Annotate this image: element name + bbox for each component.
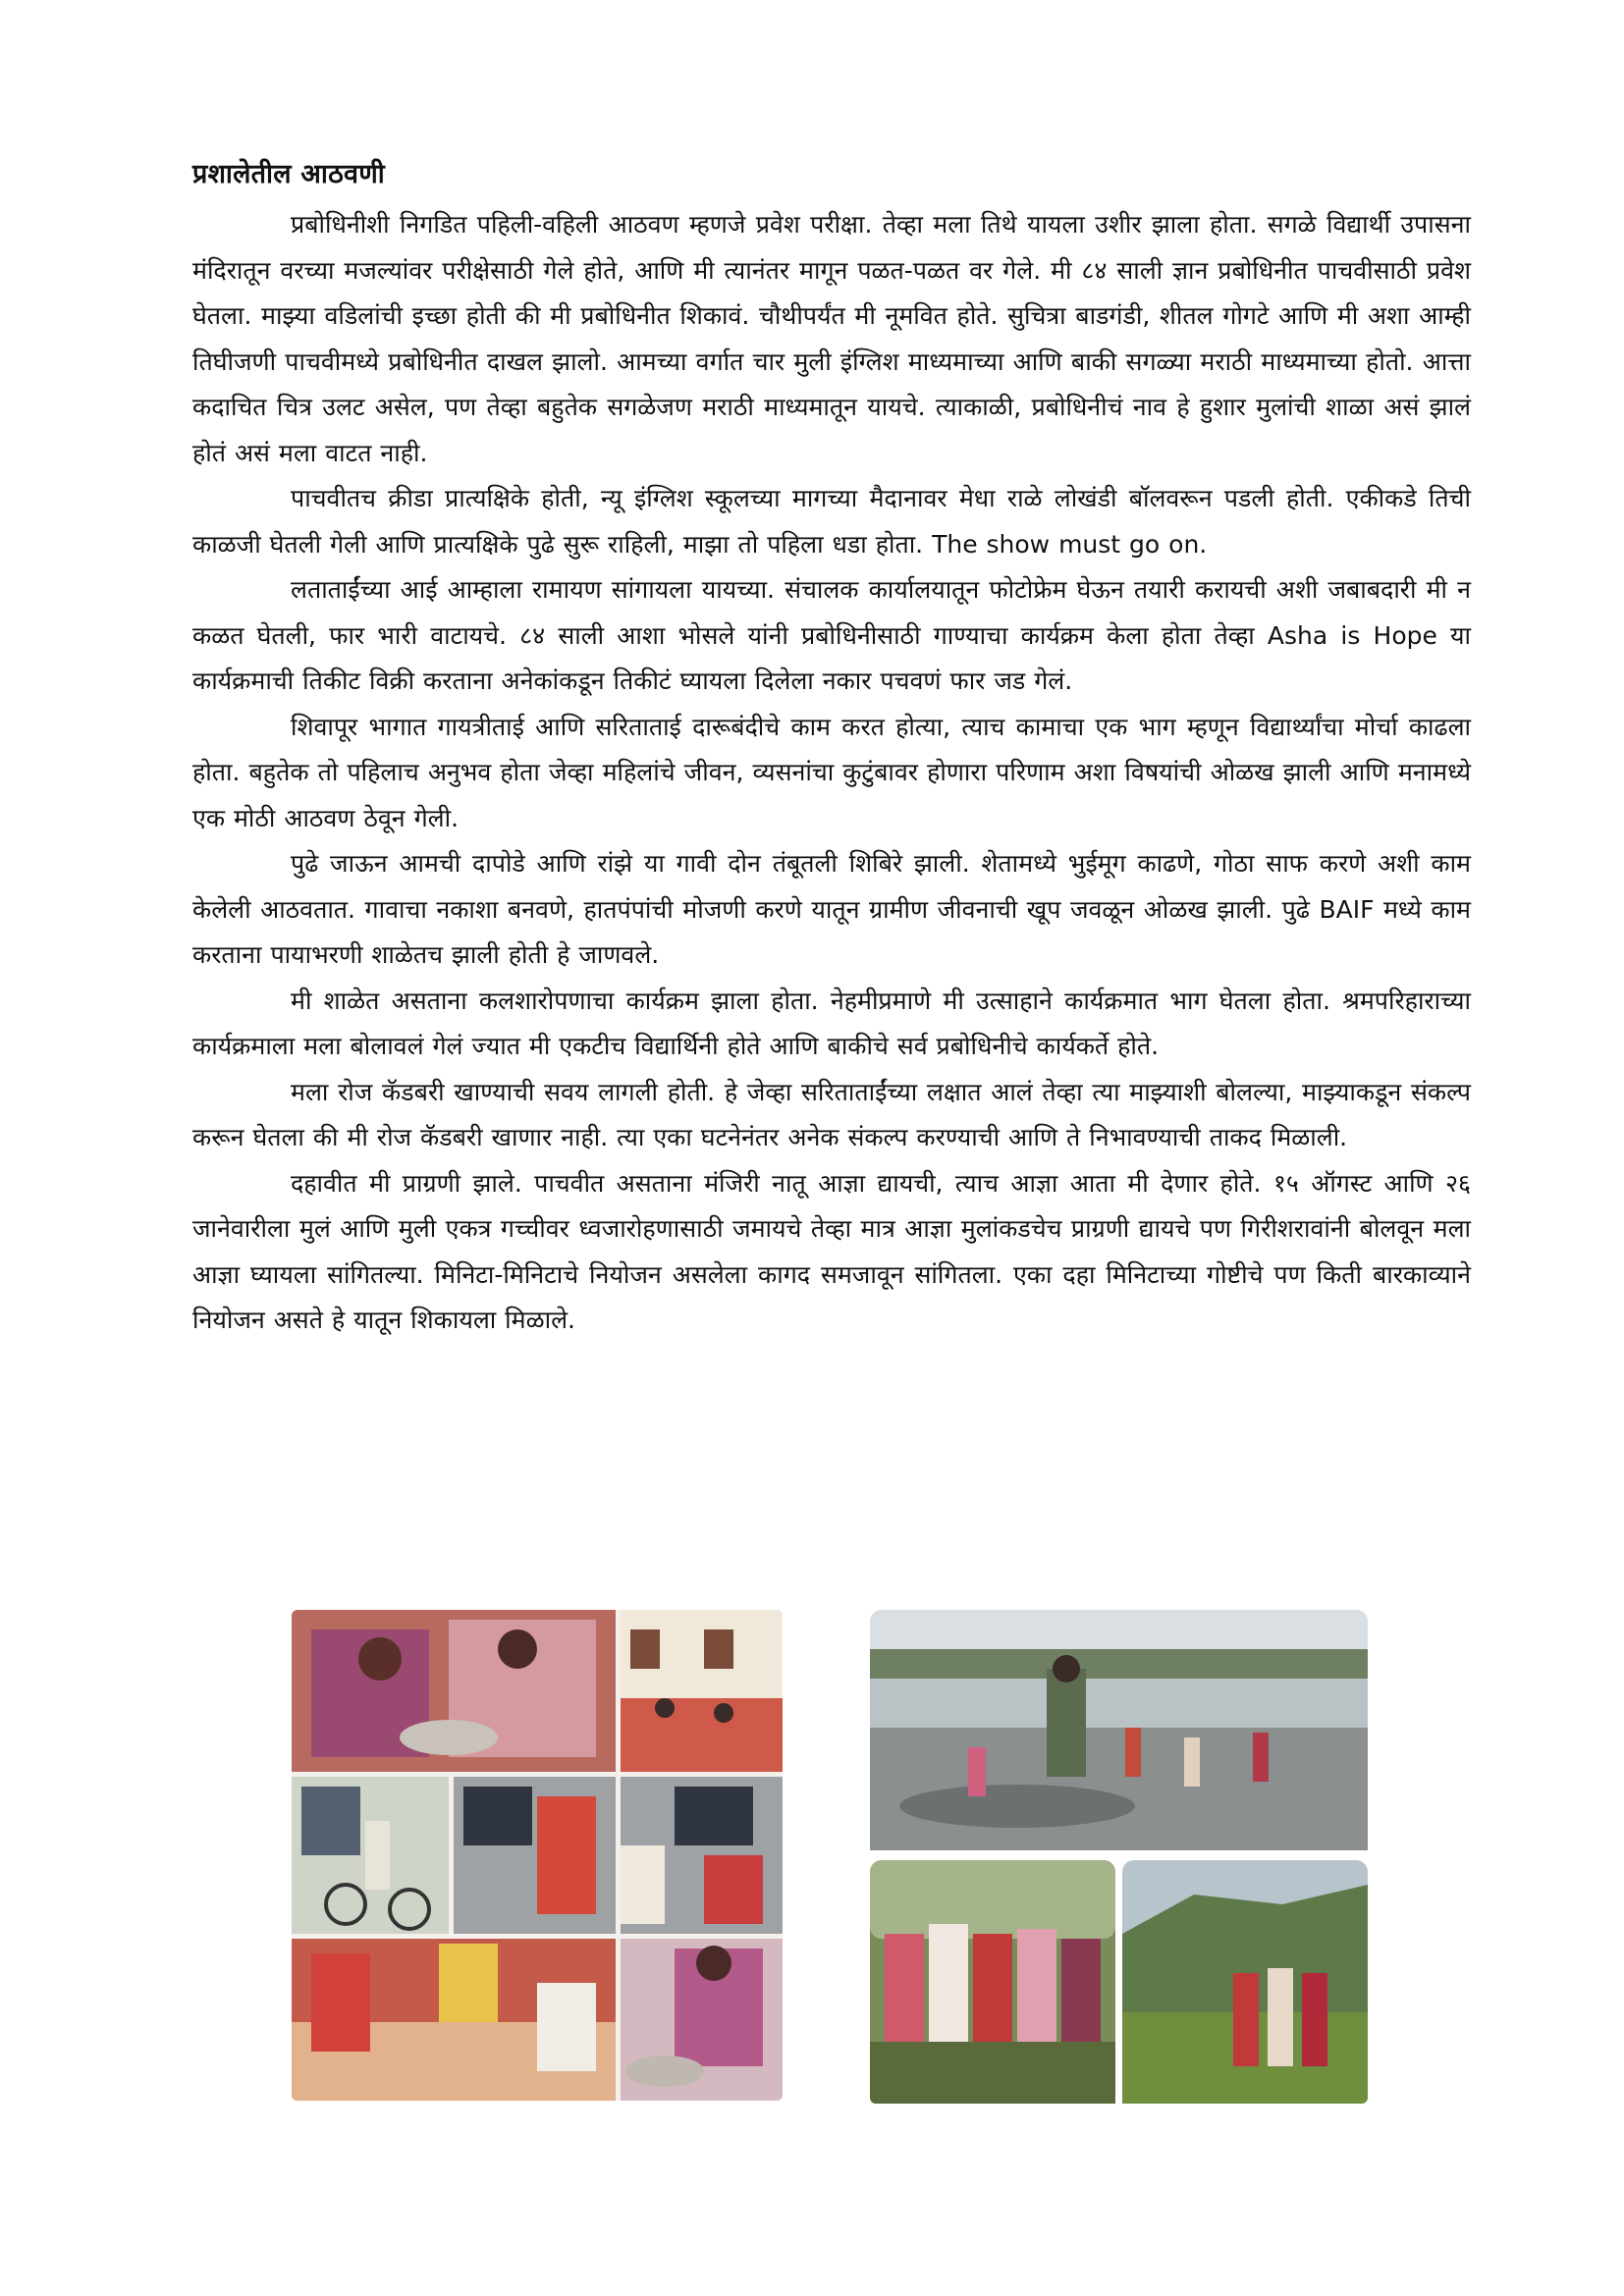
- left-collage-graphic: [292, 1610, 783, 2101]
- right-photo-collage: [870, 1610, 1368, 2104]
- paragraph-7: मला रोज कॅडबरी खाण्याची सवय लागली होती. हे जेव्हा सरिताताईंच्या लक्षात आलं तेव्हा त्या माझ्याशी बोलल्या, माझ्याकडून संकल्प करून घेतला की मी रोज कॅडबरी खाणार नाही. त्या एका घटनेनंतर अनेक संकल्प करण्याची आणि ते निभावण्याची ताकद मिळाली.: [192, 1077, 1471, 1151]
- paragraph-3: लताताईंच्या आई आम्हाला रामायण सांगायला यायच्या. संचालक कार्यालयातून फोटोफ्रेम घेऊन तयारी करायची अशी जबाबदारी मी न कळत घेतली, फार भारी वाटायचे. ८४ साली आशा भोसले यांनी प्रबोधिनीसाठी गाण्याचा कार्यक्रम केला होता तेव्हा Asha is Hope या कार्यक्रमाची तिकीट विक्री करताना अनेकांकडून तिकीटं घ्यायला दिलेला नकार पचवणं फार जड गेलं.: [192, 575, 1471, 695]
- paragraph-2: पाचवीतच क्रीडा प्रात्यक्षिके होती, न्यू इंग्लिश स्कूलच्या मागच्या मैदानावर मेधा राळे लोखंडी बॉलवरून पडली होती. एकीकडे तिची काळजी घेतली गेली आणि प्रात्यक्षिके पुढे सुरू राहिली, माझा तो पहिला धडा होता. The show must go on.: [192, 484, 1471, 559]
- left-photo-collage: [292, 1610, 783, 2101]
- paragraph-6: मी शाळेत असताना कलशारोपणाचा कार्यक्रम झाला होता. नेहमीप्रमाणे मी उत्साहाने कार्यक्रमात भाग घेतला होता. श्रमपरिहाराच्या कार्यक्रमाला मला बोलावलं गेलं ज्यात मी एकटीच विद्यार्थिनी होते आणि बाकीचे सर्व प्रबोधिनीचे कार्यकर्ते होते.: [192, 986, 1471, 1060]
- paragraph-5: पुढे जाऊन आमची दापोडे आणि रांझे या गावी दोन तंबूतली शिबिरे झाली. शेतामध्ये भुईमूग काढणे, गोठा साफ करणे अशी काम केलेली आठवतात. गावाचा नकाशा बनवणे, हातपंपांची मोजणी करणे यातून ग्रामीण जीवनाची खूप जवळून ओळख झाली. पुढे BAIF मध्ये काम करताना पायाभरणी शाळेतच झाली होती हे जाणवले.: [192, 849, 1471, 969]
- right-collage-graphic: [870, 1610, 1368, 2104]
- paragraph-8: दहावीत मी प्राग्रणी झाले. पाचवीत असताना मंजिरी नातू आज्ञा द्यायची, त्याच आज्ञा आता मी देणार होते. १५ ऑगस्ट आणि २६ जानेवारीला मुलं आणि मुली एकत्र गच्चीवर ध्वजारोहणासाठी जमायचे तेव्हा मात्र आज्ञा मुलांकडचेच प्राग्रणी द्यायचे पण गिरीशरावांनी बोलवून मला आज्ञा घ्यायला सांगितल्या. मिनिटा-मिनिटाचे नियोजन असलेला कागद समजावून सांगितला. एका दहा मिनिटाच्या गोष्टीचे पण किती बारकाव्याने नियोजन असते हे यातून शिकायला मिळाले.: [192, 1168, 1471, 1334]
- paragraph-1: प्रबोधिनीशी निगडित पहिली-वहिली आठवण म्हणजे प्रवेश परीक्षा. तेव्हा मला तिथे यायला उशीर झाला होता. सगळे विद्यार्थी उपासना मंदिरातून वरच्या मजल्यांवर परीक्षेसाठी गेले होते, आणि मी त्यानंतर मागून पळत-पळत वर गेले. मी ८४ साली ज्ञान प्रबोधिनीत पाचवीसाठी प्रवेश घेतला. माझ्या वडिलांची इच्छा होती की मी प्रबोधिनीत शिकावं. चौथीपर्यंत मी नूमवित होते. सुचित्रा बाडगंडी, शीतल गोगटे आणि मी अशा आम्ही तिघीजणी पाचवीमध्ये प्रबोधिनीत दाखल झालो. आमच्या वर्गात चार मुली इंग्लिश माध्यमाच्या आणि बाकी सगळ्या मराठी माध्यमाच्या होतो. आत्ता कदाचित चित्र उलट असेल, पण तेव्हा बहुतेक सगळेजण मराठी माध्यमातून यायचे. त्याकाळी, प्रबोधिनीचं नाव हे हुशार मुलांची शाळा असं झालं होतं असं मला वाटत नाही.: [192, 210, 1471, 467]
- section-heading: प्रशालेतील आठवणी: [192, 159, 385, 189]
- paragraph-4: शिवापूर भागात गायत्रीताई आणि सरिताताई दारूबंदीचे काम करत होत्या, त्याच कामाचा एक भाग म्हणून विद्यार्थ्यांचा मोर्चा काढला होता. बहुतेक तो पहिलाच अनुभव होता जेव्हा महिलांचे जीवन, व्यसनांचा कुटुंबावर होणारा परिणाम अशा विषयांची ओळख झाली आणि मनामध्ये एक मोठी आठवण ठेवून गेली.: [192, 712, 1471, 832]
- article: [192, 155, 1471, 1344]
